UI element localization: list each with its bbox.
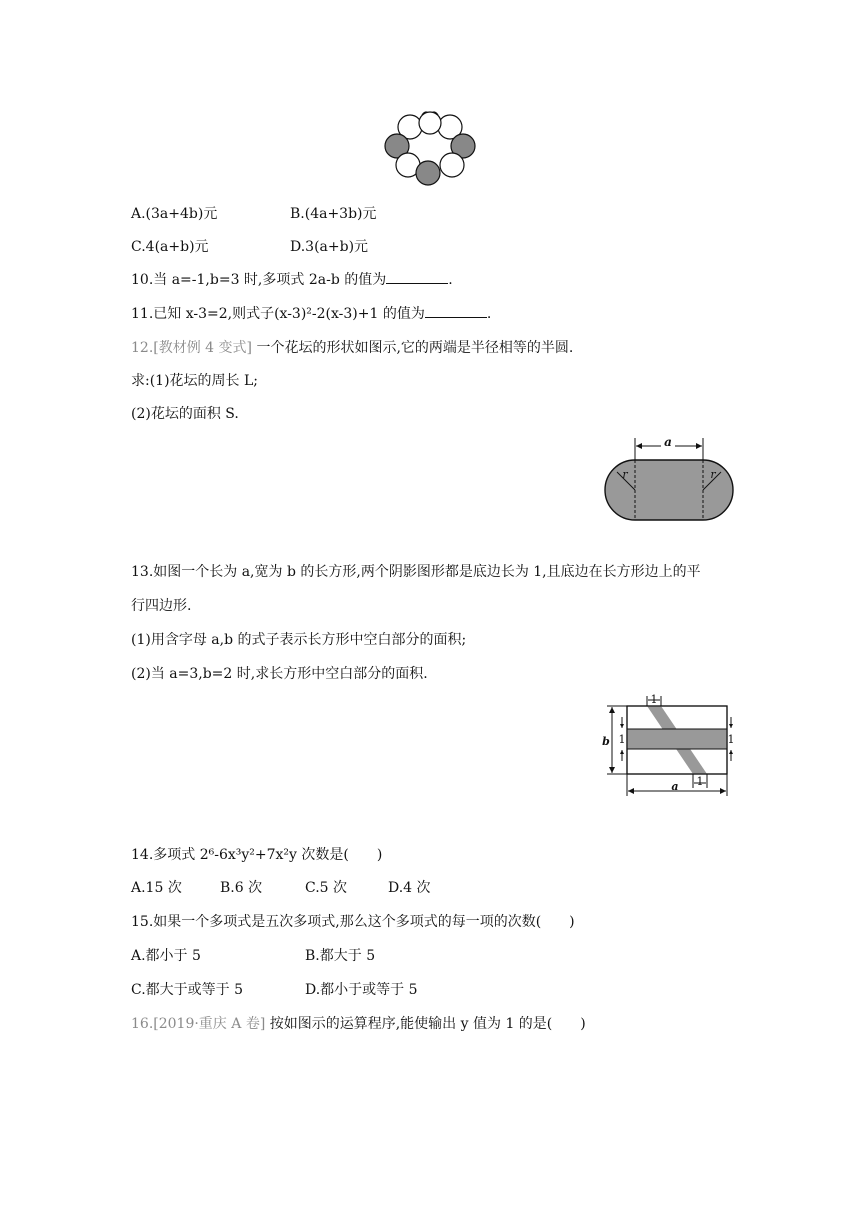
flower-bed-figure (605, 432, 735, 522)
q14-option-d: D.4 次 (388, 880, 431, 896)
figure-label-b: b (602, 735, 610, 748)
q9-option-c: C.4(a+b)元 (131, 239, 209, 255)
bead-bracelet-figure (380, 105, 480, 190)
q15-option-c: C.都大于或等于 5 (131, 982, 244, 998)
q16-tag: 16.[2019·重庆 A 卷] (131, 1016, 266, 1032)
q9-option-b: B.(4a+3b)元 (290, 206, 377, 222)
q13-text2: 行四边形. (131, 598, 192, 614)
figure-label-bottom-1: 1 (696, 775, 704, 788)
q10-line: 10.当 a=-1,b=3 时,多项式 2a-b 的值为 . (131, 272, 453, 288)
q14-option-a: A.15 次 (131, 880, 182, 896)
q12-ask2: (2)花坛的面积 S. (131, 406, 239, 422)
q10-answer-blank[interactable] (386, 271, 448, 284)
q14-text: 14.多项式 2⁶-6x³y²+7x²y 次数是( ) (131, 847, 383, 863)
flower-bed-label-r-right: r (710, 468, 716, 481)
q16-line (131, 1015, 586, 1033)
flower-bed-label-a: a (664, 435, 672, 449)
q15-option-b: B.都大于 5 (305, 948, 376, 964)
q15-option-a: A.都小于 5 (131, 948, 201, 964)
q11-text: 11.已知 x-3=2,则式子(x-3)²-2(x-3)+1 的值为 (131, 306, 425, 322)
q10-text: 10.当 a=-1,b=3 时,多项式 2a-b 的值为 (131, 272, 387, 288)
q15-option-d: D.都小于或等于 5 (305, 982, 418, 998)
flower-bed-label-r-left: r (622, 468, 628, 481)
q12-tag: 12.[教材例 4 变式] (131, 340, 252, 356)
q14-option-c: C.5 次 (305, 880, 348, 896)
q9-option-d: D.3(a+b)元 (290, 239, 369, 255)
figure-label-top-1: 1 (650, 693, 658, 706)
figure-label-right-1: 1 (727, 733, 735, 746)
q11-line: 11.已知 x-3=2,则式子(x-3)²-2(x-3)+1 的值为 . (131, 306, 492, 322)
figure-label-a: a (671, 780, 679, 793)
q13-ask1: (1)用含字母 a,b 的式子表示长方形中空白部分的面积; (131, 632, 467, 648)
q13-text1: 13.如图一个长为 a,宽为 b 的长方形,两个阴影图形都是底边长为 1,且底边在长方形边上的平 (131, 564, 701, 580)
q9-option-a: A.(3a+4b)元 (131, 206, 218, 222)
q13-ask2: (2)当 a=3,b=2 时,求长方形中空白部分的面积. (131, 666, 428, 682)
q14-option-b: B.6 次 (220, 880, 263, 896)
q12-text: 一个花坛的形状如图示,它的两端是半径相等的半圆. (256, 340, 574, 356)
q16-text: 按如图示的运算程序,能使输出 y 值为 1 的是( ) (269, 1016, 586, 1032)
q12-line (131, 339, 573, 357)
figure-label-left-1: 1 (618, 733, 626, 746)
q12-ask1: 求:(1)花坛的周长 L; (131, 373, 259, 389)
q11-answer-blank[interactable] (425, 305, 487, 318)
q15-text: 15.如果一个多项式是五次多项式,那么这个多项式的每一项的次数( ) (131, 914, 575, 930)
rectangle-parallelogram-figure (603, 693, 743, 798)
